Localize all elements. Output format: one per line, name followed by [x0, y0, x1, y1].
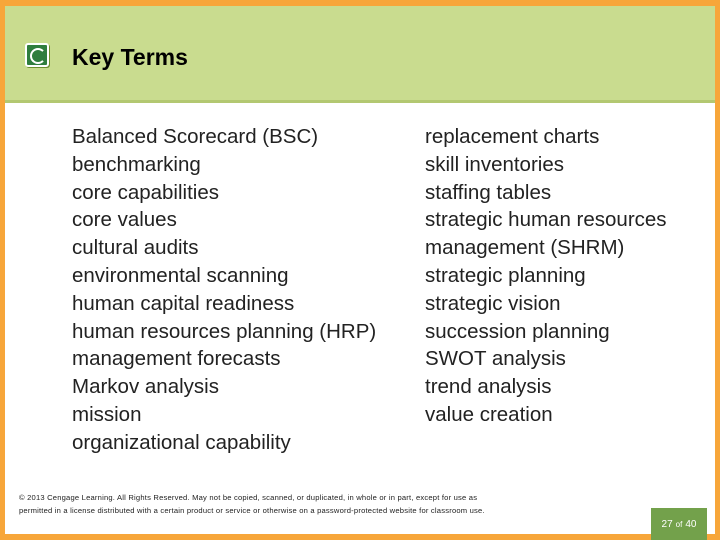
- term-item: succession planning: [425, 319, 610, 343]
- slide-bullet-icon: [25, 43, 49, 67]
- term-item: skill inventories: [425, 152, 564, 176]
- term-item: core capabilities: [72, 180, 219, 204]
- term-item: environmental scanning: [72, 263, 289, 287]
- slide: [5, 6, 715, 534]
- copyright-notice: [19, 491, 559, 517]
- term-item: organizational capability: [72, 430, 291, 454]
- term-item: trend analysis: [425, 375, 552, 399]
- term-item: management forecasts: [72, 347, 281, 371]
- term-item: cultural audits: [72, 236, 199, 260]
- terms-list-left: [72, 123, 376, 457]
- term-item: benchmarking: [72, 152, 201, 176]
- term-item: staffing tables: [425, 180, 552, 204]
- term-item: core values: [72, 208, 177, 232]
- copyright-line: permitted in a license distributed with a certain product or service or otherwise on a password-protected website for classroom use.: [19, 506, 485, 515]
- term-item: SWOT analysis: [425, 347, 566, 371]
- terms-list-right: [425, 123, 667, 429]
- term-item: value creation: [425, 402, 553, 426]
- page-of: of: [675, 519, 683, 529]
- term-item: Balanced Scorecard (BSC): [72, 125, 319, 148]
- term-item: human resources planning (HRP): [72, 319, 377, 343]
- copyright-line: © 2013 Cengage Learning. All Rights Reserved. May not be copied, scanned, or duplicated, in whole or in part, except for use as: [19, 493, 478, 502]
- page-current: 27: [661, 518, 673, 530]
- term-item: strategic planning: [425, 263, 586, 287]
- slide-header: [5, 6, 715, 103]
- term-item: management (SHRM): [425, 236, 625, 260]
- term-item: human capital readiness: [72, 291, 295, 315]
- page-total: 40: [685, 518, 697, 530]
- term-item: Markov analysis: [72, 375, 219, 399]
- term-item: strategic human resources: [425, 208, 667, 232]
- term-item: replacement charts: [425, 125, 600, 148]
- term-item: mission: [72, 402, 142, 426]
- term-item: strategic vision: [425, 291, 561, 315]
- slide-title: Key Terms: [72, 44, 188, 70]
- page-number-badge: [651, 508, 707, 540]
